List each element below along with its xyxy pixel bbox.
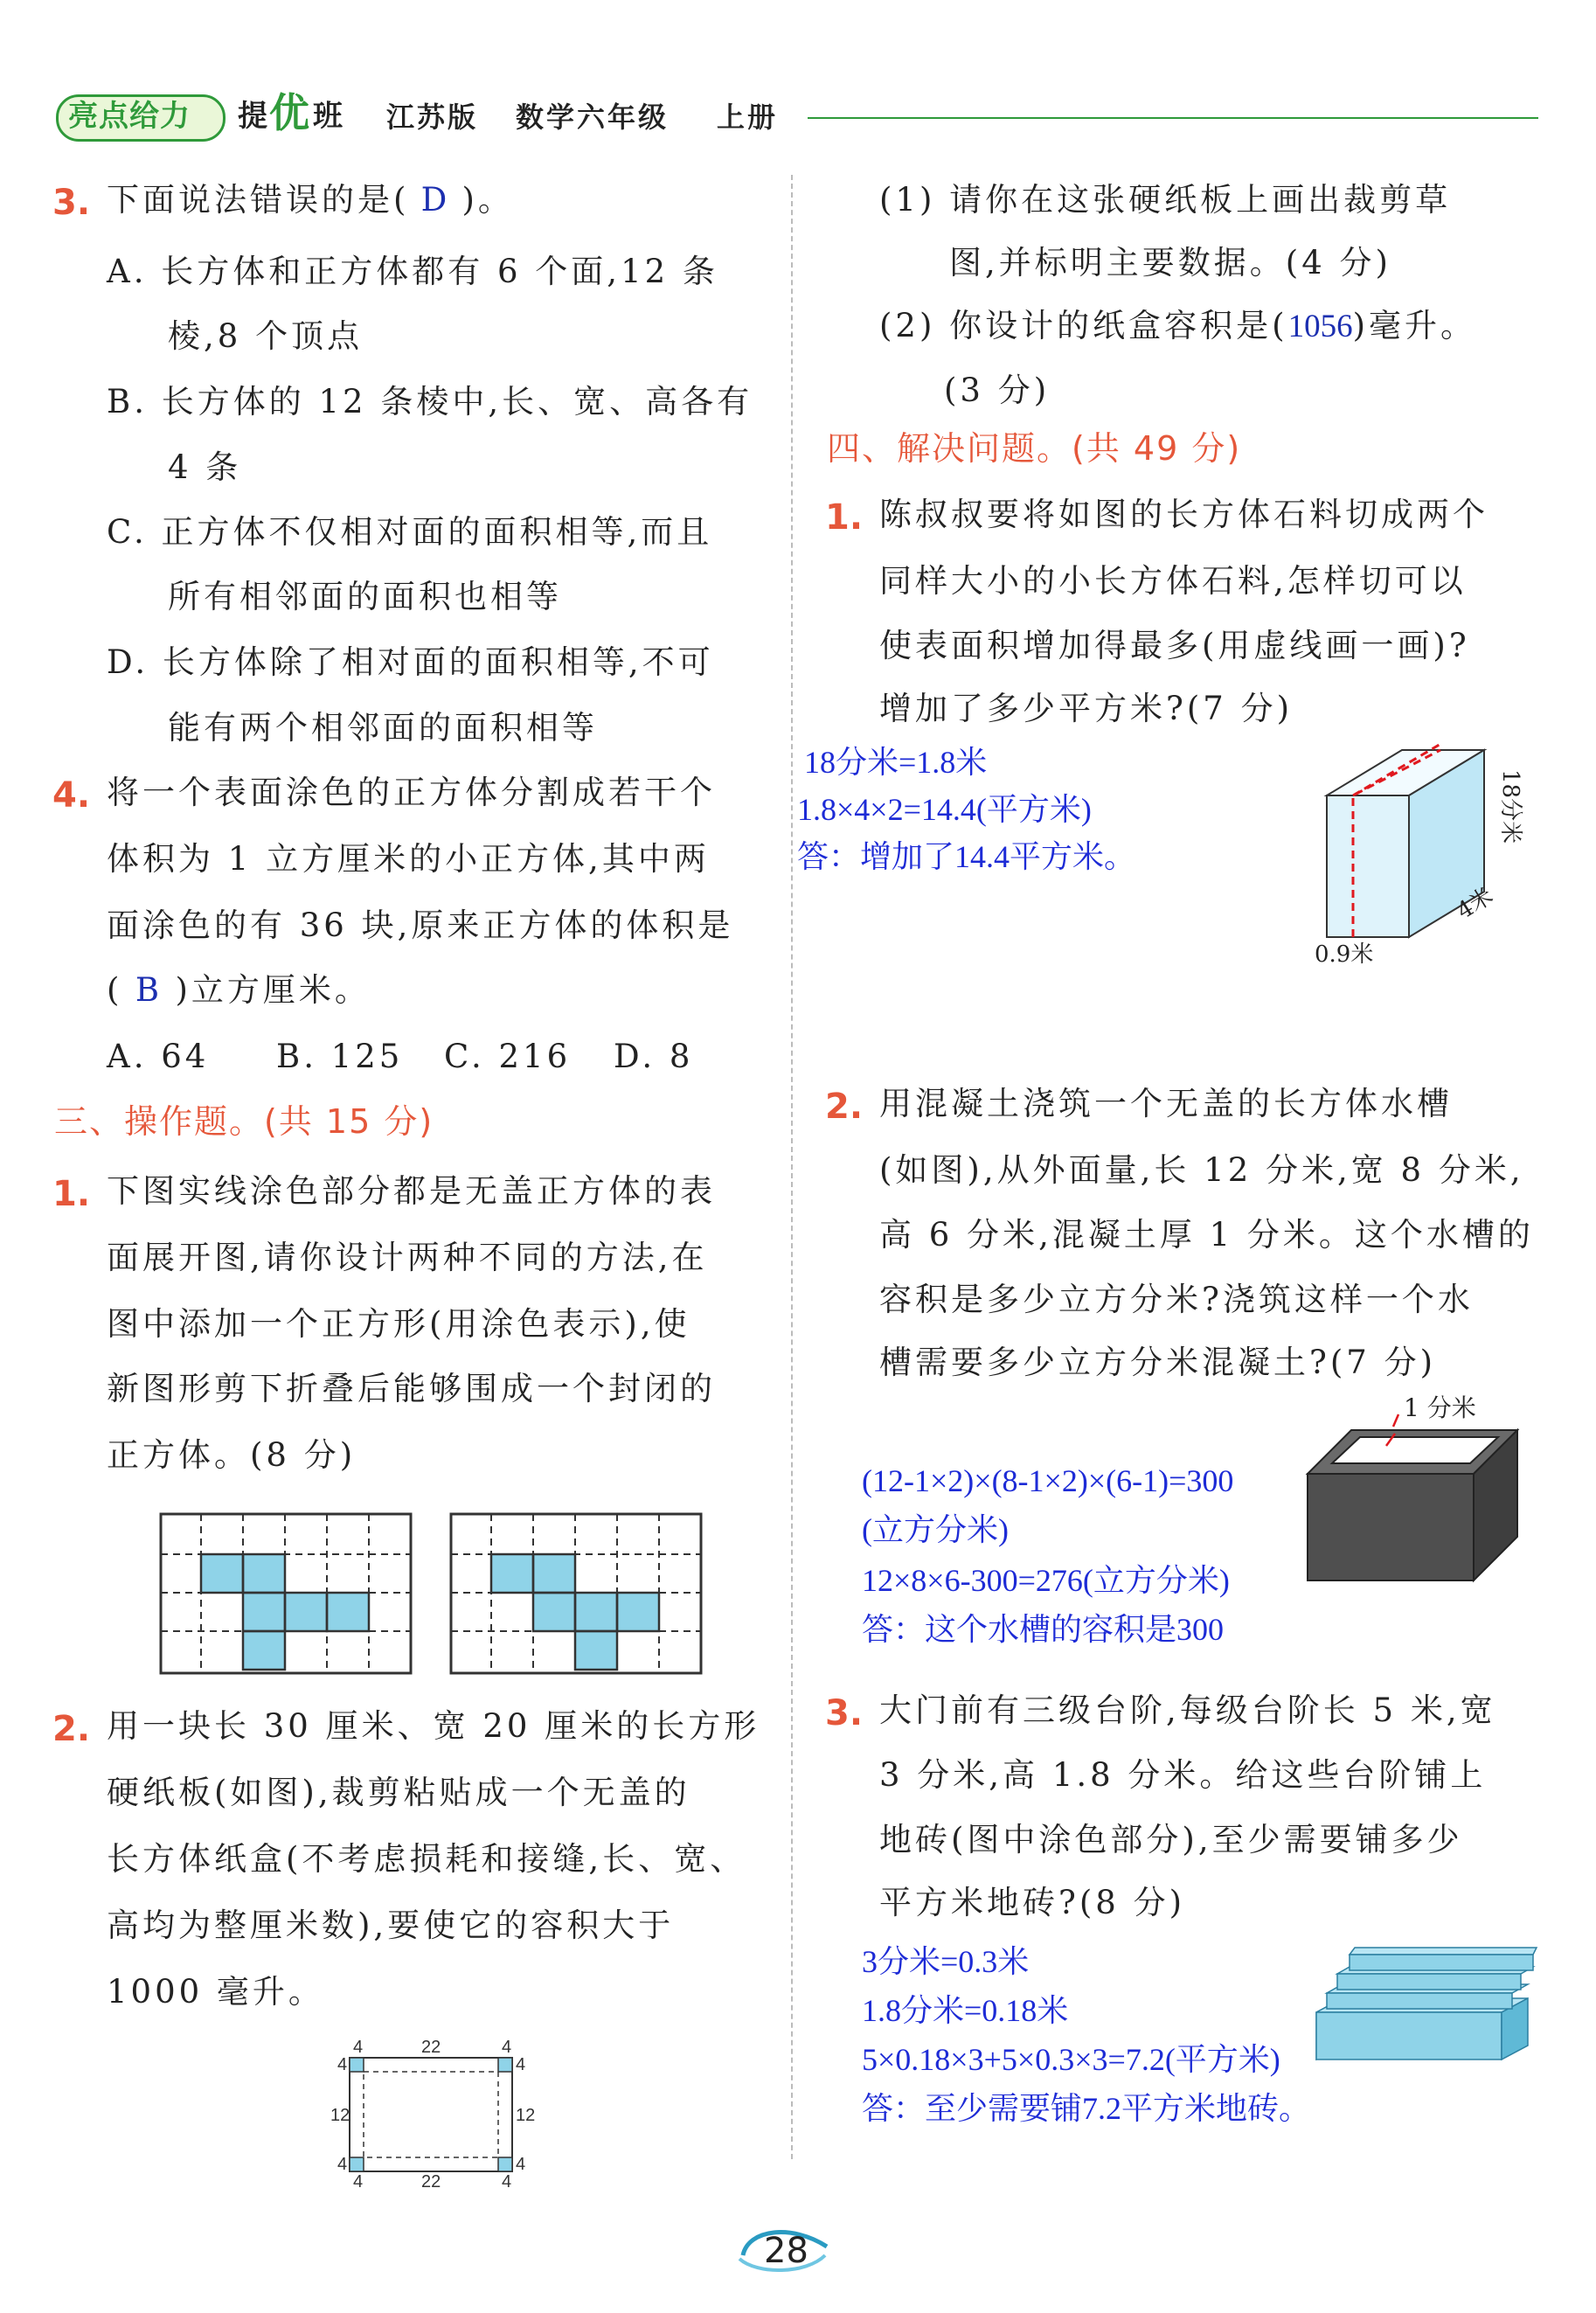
s3-work-1: 3分米=0.3米: [862, 1944, 1030, 1979]
op2-number: 2.: [52, 1709, 91, 1749]
q3-option-b-line2: 4 条: [168, 448, 242, 486]
q4-choice-d: D. 8: [614, 1038, 694, 1075]
s3-work-2: 1.8分米=0.18米: [862, 1993, 1069, 2028]
q3-option-a-line2: 棱,8 个顶点: [168, 317, 364, 355]
s3-number: 3.: [825, 1693, 864, 1733]
fig-height-label: 18分米: [1497, 769, 1523, 844]
q4-line1: 将一个表面涂色的正方体分割成若干个: [107, 774, 716, 811]
section-4-title: 四、解决问题。(共 49 分): [827, 429, 1242, 468]
corner-cut: [498, 2157, 512, 2171]
q4-number: 4.: [52, 775, 91, 816]
fig-bottom-label: 4: [353, 2172, 364, 2191]
q4-answer: B: [135, 971, 163, 1009]
op1-line5: 正方体。(8 分): [107, 1436, 357, 1474]
net1-cell: [243, 1554, 285, 1593]
s2-work-2: (立方分米): [862, 1512, 1009, 1547]
s2-work-1: (12-1×2)×(8-1×2)×(6-1)=300: [862, 1463, 1234, 1498]
op1-number: 1.: [52, 1174, 91, 1214]
s1-line2: 同样大小的小长方体石料,怎样切可以: [879, 562, 1467, 600]
s2-line5: 槽需要多少立方分米混凝土?(7 分): [879, 1344, 1437, 1381]
q3-option-d-line1: D. 长方体除了相对面的面积相等,不可: [107, 643, 714, 681]
s2-work-3: 12×8×6-300=276(立方分米): [862, 1563, 1230, 1598]
q3-option-b-line1: B. 长方体的 12 条棱中,长、宽、高各有: [107, 383, 753, 420]
water-tank-figure: [1302, 1395, 1547, 1596]
op2-line4: 高均为整厘米数),要使它的容积大于: [107, 1907, 675, 1944]
net1-cell: [243, 1631, 285, 1670]
fig-length-label: 4米: [1452, 882, 1498, 925]
s3-line4: 平方米地砖?(8 分): [879, 1884, 1186, 1921]
op2-line1: 用一块长 30 厘米、宽 20 厘米的长方形: [107, 1707, 760, 1745]
brand-sub-1: 提: [238, 99, 267, 134]
fig-left-label: 4: [337, 2055, 348, 2074]
section-3-title: 三、操作题。(共 15 分): [54, 1102, 434, 1141]
op2-part2-answer: 1056: [1287, 309, 1353, 344]
s2-number: 2.: [825, 1087, 864, 1127]
q3-option-d-line2: 能有两个相邻面的面积相等: [168, 709, 598, 747]
fig-left-label: 12: [330, 2106, 350, 2125]
s1-work-2: 1.8×4×2=14.4(平方米): [797, 792, 1092, 827]
brand-title: 亮点给力: [68, 99, 191, 134]
page-number: 28: [764, 2231, 808, 2271]
s1-work-1: 18分米=1.8米: [804, 745, 988, 780]
fig-bottom-label: 22: [421, 2172, 441, 2191]
op1-line2: 面展开图,请你设计两种不同的方法,在: [107, 1239, 708, 1276]
s2-line2: (如图),从外面量,长 12 分米,宽 8 分米,: [879, 1151, 1524, 1189]
q4-blank-post: )立方厘米。: [175, 971, 371, 1009]
op2-part2-post: )毫升。: [1352, 307, 1477, 344]
q3-stem-post: )。: [461, 181, 514, 219]
op1-line4: 新图形剪下折叠后能够围成一个封闭的: [107, 1370, 716, 1407]
brand-sub-3: 班: [313, 99, 343, 134]
s1-line1: 陈叔叔要将如图的长方体石料切成两个: [879, 496, 1488, 533]
q3-stem-pre: 下面说法错误的是(: [107, 181, 410, 219]
q3-option-a-line1: A. 长方体和正方体都有 6 个面,12 条: [107, 253, 718, 290]
op2-line5: 1000 毫升。: [107, 1973, 324, 2011]
s2-work-4: 答：这个水槽的容积是300: [862, 1612, 1225, 1647]
edition: 江苏版: [386, 101, 479, 134]
s3-line1: 大门前有三级台阶,每级台阶长 5 米,宽: [879, 1691, 1496, 1729]
header-rule: [808, 117, 1538, 119]
brand-sub-2: 优: [269, 89, 309, 136]
header: [52, 91, 1538, 143]
op2-part1-line2: 图,并标明主要数据。(4 分): [949, 244, 1391, 281]
s1-line3: 使表面积增加得最多(用虚线画一画)?: [879, 627, 1470, 664]
subject: 数学六年级: [516, 101, 670, 134]
s3-work-3: 5×0.18×3+5×0.3×3=7.2(平方米): [862, 2042, 1280, 2077]
net2-cell: [533, 1554, 575, 1593]
fig-right-label: 4: [516, 2155, 526, 2174]
s3-work-4: 答：至少需要铺7.2平方米地砖。: [862, 2091, 1311, 2126]
fig-left-label: 4: [337, 2155, 348, 2174]
q3-number: 3.: [52, 183, 91, 223]
q3-stem: [107, 181, 514, 219]
cardboard-figure: [330, 2040, 540, 2189]
fig-bottom-label: 4: [502, 2172, 512, 2191]
q4-line3: 面涂色的有 36 块,原来正方体的体积是: [107, 906, 734, 944]
net2-cell: [575, 1593, 617, 1631]
page-number-badge: [731, 2220, 836, 2278]
net2-cell: [491, 1554, 533, 1593]
s3-line2: 3 分米,高 1.8 分米。给这些台阶铺上: [879, 1756, 1487, 1794]
s2-line3: 高 6 分米,混凝土厚 1 分米。这个水槽的: [879, 1216, 1534, 1254]
net1-cell: [201, 1554, 243, 1593]
op2-part2-score: (3 分): [944, 372, 1051, 409]
q3-option-c-line2: 所有相邻面的面积也相等: [168, 578, 562, 615]
s1-work-3: 答：增加了14.4平方米。: [797, 839, 1136, 874]
column-divider: [791, 175, 793, 2159]
corner-cut: [350, 2157, 364, 2171]
volume: 上册: [717, 101, 779, 134]
stairs-figure: [1311, 1937, 1538, 2059]
s2-line4: 容积是多少立方分米?浇筑这样一个水: [879, 1281, 1474, 1318]
net-figure-1: [159, 1512, 413, 1675]
q4-line2: 体积为 1 立方厘米的小正方体,其中两: [107, 840, 710, 878]
fig-top-label: 22: [421, 2038, 441, 2057]
s1-line4: 增加了多少平方米?(7 分): [879, 690, 1294, 727]
net2-cell: [617, 1593, 659, 1631]
corner-cut: [498, 2058, 512, 2072]
q4-choice-b: B. 125: [276, 1038, 404, 1075]
net1-cell: [285, 1593, 327, 1631]
net-figure-2: [449, 1512, 703, 1675]
fig-thickness-label: 1 分米: [1404, 1393, 1476, 1422]
stone-block-figure: [1311, 734, 1538, 968]
q3-answer: D: [420, 181, 451, 219]
q4-choice-c: C. 216: [444, 1038, 572, 1075]
corner-cut: [350, 2058, 364, 2072]
q4-choice-a: A. 64: [107, 1038, 210, 1075]
op2-part2: [879, 309, 1476, 343]
q3-option-c-line1: C. 正方体不仅相对面的面积相等,而且: [107, 513, 713, 551]
fig-width-label: 0.9米: [1315, 941, 1374, 968]
op1-line3: 图中添加一个正方形(用涂色表示),使: [107, 1305, 690, 1343]
net2-cell: [533, 1593, 575, 1631]
op2-line2: 硬纸板(如图),裁剪粘贴成一个无盖的: [107, 1774, 690, 1811]
s2-line1: 用混凝土浇筑一个无盖的长方体水槽: [879, 1085, 1453, 1122]
fig-top-label: 4: [353, 2038, 364, 2057]
net1-cell: [243, 1593, 285, 1631]
fig-right-label: 12: [516, 2106, 536, 2125]
q4-blank-line: [107, 971, 371, 1009]
op2-part2-pre: (2) 你设计的纸盒容积是(: [879, 307, 1288, 344]
op2-part1-line1: (1) 请你在这张硬纸板上画出裁剪草: [879, 181, 1452, 219]
s1-number: 1.: [825, 497, 864, 538]
q4-blank-pre: (: [107, 971, 123, 1009]
net2-cell: [575, 1631, 617, 1670]
net1-cell: [327, 1593, 369, 1631]
fig-top-label: 4: [502, 2038, 512, 2057]
op2-line3: 长方体纸盒(不考虑损耗和接缝,长、宽、: [107, 1840, 746, 1878]
s3-line3: 地砖(图中涂色部分),至少需要铺多少: [879, 1821, 1463, 1858]
op1-line1: 下图实线涂色部分都是无盖正方体的表: [107, 1172, 716, 1210]
fig-right-label: 4: [516, 2055, 526, 2074]
